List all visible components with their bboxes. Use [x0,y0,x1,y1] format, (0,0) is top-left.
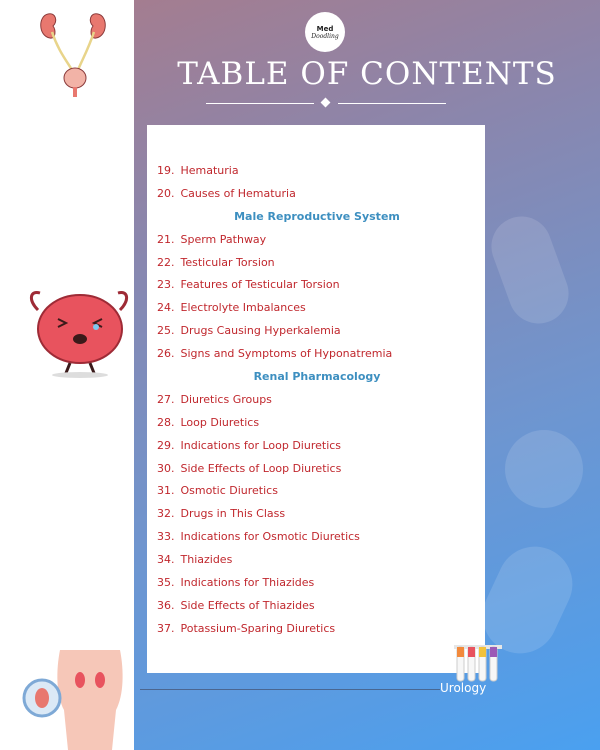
toc-entry-number: 35. [157,576,175,590]
toc-entry-title: Testicular Torsion [180,255,275,269]
crying-bladder-icon [28,285,133,380]
toc-entry-number: 23. [157,278,175,292]
toc-entry-number: 29. [157,438,175,452]
toc-entry [157,458,477,481]
toc-entry-title: Loop Diuretics [180,415,260,429]
toc-entry [157,480,477,503]
toc-entry-title: Drugs in This Class [180,507,286,521]
toc-entry [157,503,477,526]
toc-entry-title: Side Effects of Thiazides [180,598,315,612]
toc-entry-title: Hematuria [180,164,239,177]
toc-entry-title: Indications for Osmotic Diuretics [180,530,360,544]
toc-entry-number: 24. [157,301,175,315]
toc-entry-number: 25. [157,324,175,338]
toc-entry-number: 30. [157,461,175,475]
toc-entry-number: 36. [157,598,175,612]
sidebar [0,0,134,750]
toc-entry-number: 31. [157,484,175,498]
title-divider-diamond [321,98,331,108]
toc-entry-number: 32. [157,507,175,521]
pill-decoration [483,208,577,332]
toc-entry [157,389,477,412]
toc-entry-number: 33. [157,530,175,544]
footer-label: Urology [440,681,487,695]
toc-entry [157,160,477,183]
toc-entry [157,595,477,618]
toc-entry-title: Diuretics Groups [180,392,272,406]
toc-entry [157,549,477,572]
pill-decoration [505,430,583,508]
toc-entry-title: Potassium-Sparing Diuretics [180,621,336,635]
toc-entry-title: Indications for Loop Diuretics [180,438,342,452]
toc-entry [157,343,477,366]
page-title: TABLE OF CONTENTS [177,56,557,92]
toc-entry-title: Causes of Hematuria [180,186,296,200]
title-divider-left [206,103,314,104]
toc-entry-title: Osmotic Diuretics [180,484,278,498]
toc-entry [157,252,477,275]
toc-entry-title: Sperm Pathway [180,232,267,246]
toc-entry [157,183,477,206]
kidneys-bladder-icon [36,10,116,105]
toc-entry [157,435,477,458]
toc-entry [157,229,477,252]
toc-entry [157,297,477,320]
toc-entry-title: Signs and Symptoms of Hyponatremia [180,347,393,361]
toc-entry [157,526,477,549]
toc-entry-title: Features of Testicular Torsion [180,278,340,292]
toc-entry-number: 19. [157,164,175,177]
toc-entry-title: Electrolyte Imbalances [180,301,306,315]
toc-entry-number: 34. [157,553,175,567]
brand-logo [305,12,345,52]
toc-card [147,125,485,673]
toc-section-heading: Renal Pharmacology [253,370,381,384]
toc-entry-title: Drugs Causing Hyperkalemia [180,324,341,338]
test-tubes-icon [452,643,504,683]
toc-entry-number: 20. [157,186,175,200]
footer-line [140,689,440,690]
toc-entry [157,618,477,641]
toc-entry [157,274,477,297]
toc-entry-number: 28. [157,415,175,429]
toc-entry-title: Thiazides [180,553,233,567]
toc-entry-title: Indications for Thiazides [180,576,315,590]
toc-entry-number: 21. [157,232,175,246]
toc-entry [157,572,477,595]
toc-list [157,160,477,641]
title-divider-right [338,103,446,104]
logo-text-bottom: Doodling [311,32,339,40]
toc-section-heading: Male Reproductive System [234,209,400,223]
toc-entry-title: Side Effects of Loop Diuretics [180,461,342,475]
body-kidney-icon [20,650,134,750]
toc-entry-number: 37. [157,621,175,635]
toc-entry-number: 26. [157,347,175,361]
toc-entry-number: 27. [157,392,175,406]
toc-entry [157,412,477,435]
toc-entry [157,320,477,343]
toc-entry-number: 22. [157,255,175,269]
logo-text-top: Med [316,24,334,33]
